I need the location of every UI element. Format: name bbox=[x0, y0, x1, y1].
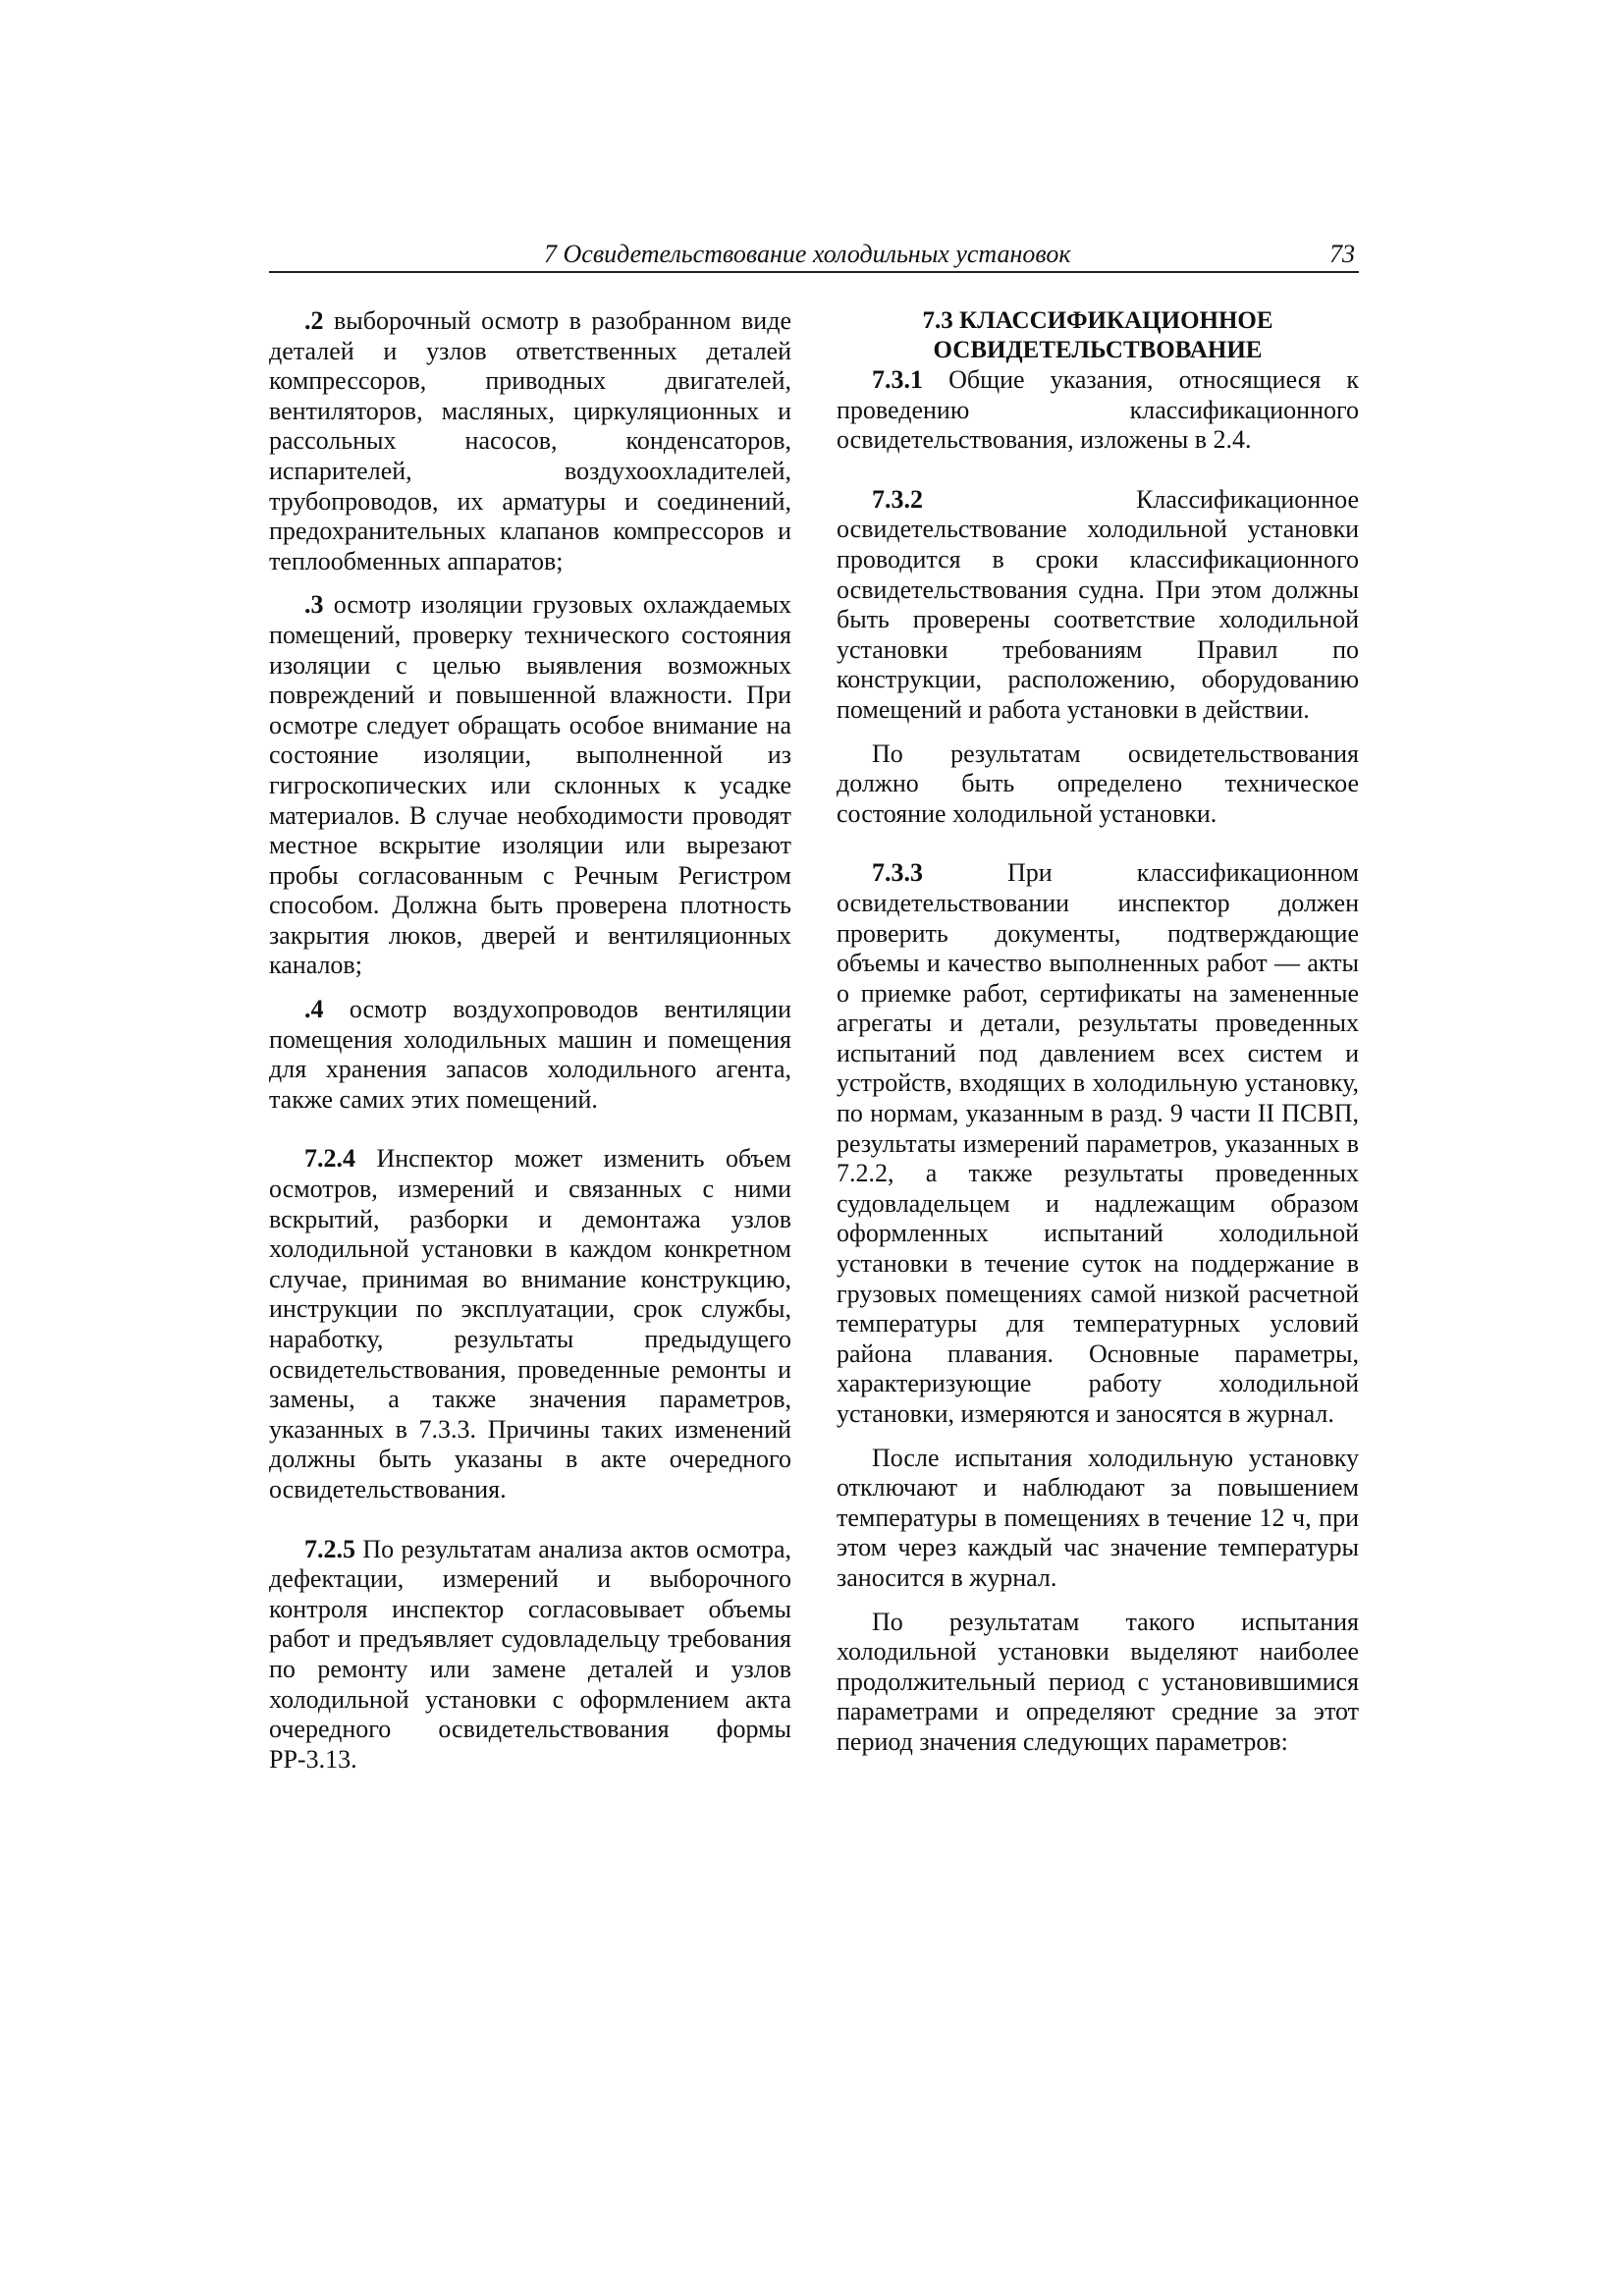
paragraph-text: По результатам анализа актов осмотра, дефектации, измерений и выборочного контроля инспектор согласовывает объемы работ и предъявляет судовладельцу требования по ремонту или замене деталей и узлов холодильной установки с оформлением акта очередного освидетельствования формы РР-3.13. bbox=[269, 1534, 791, 1774]
paragraph-text: Общие указания, относящиеся к проведению классификационного освидетельствования, изложены в 2.4. bbox=[837, 365, 1359, 455]
paragraph-item-3 bbox=[269, 590, 791, 981]
left-column bbox=[269, 306, 791, 1775]
paragraph-text: Классификационное освидетельствование холодильной установки проводится в сроки классификационного освидетельствования судна. При этом должны быть проверены соответствие холодильной установки требованиям Правил по конструкции, расположению, оборудованию помещений и работа установки в действии. bbox=[837, 484, 1359, 724]
section-number: 7.3.1 bbox=[872, 365, 923, 394]
page-number: 73 bbox=[1329, 240, 1355, 268]
section-heading-7-3 bbox=[837, 306, 1359, 365]
right-column bbox=[837, 306, 1359, 1758]
paragraph-text: выборочный осмотр в разобранном виде деталей и узлов ответственных деталей компрессоров, приводных двигателей, вентиляторов, масляных, циркуляционных и рассольных насосов, конденсаторов, испарителей, воздухоохладителей, трубопроводов, их арматуры и соединений, предохранительных клапанов компрессоров и теплообменных аппаратов; bbox=[269, 306, 791, 575]
paragraph-text: осмотр изоляции грузовых охлаждаемых помещений, проверку технического состояния изоляции с целью выявления возможных повреждений и повышенной влажности. При осмотре следует обращать особое внимание на состояние изоляции, выполненной из гигроскопических или склонных к усадке материалов. В случае необходимости проводят местное вскрытие изоляции или вырезают пробы согласованным с Речным Регистром способом. Должна быть проверена плотность закрытия люков, дверей и вентиляционных каналов; bbox=[269, 590, 791, 980]
section-7-3-3 bbox=[837, 858, 1359, 1429]
section-7-2-4 bbox=[269, 1144, 791, 1504]
paragraph-item-4 bbox=[269, 995, 791, 1115]
running-header-title: 7 Освидетельствование холодильных установок bbox=[544, 240, 1071, 268]
section-7-3-2 bbox=[837, 485, 1359, 726]
item-number: .3 bbox=[304, 590, 324, 620]
section-7-3-1 bbox=[837, 365, 1359, 456]
paragraph-item-2 bbox=[269, 306, 791, 576]
heading-line-1: 7.3 КЛАССИФИКАЦИОННОЕ bbox=[922, 307, 1273, 334]
running-header bbox=[269, 240, 1359, 273]
section-number: 7.2.5 bbox=[304, 1534, 355, 1563]
section-7-2-5 bbox=[269, 1535, 791, 1776]
section-number: 7.2.4 bbox=[304, 1144, 355, 1174]
section-number: 7.3.2 bbox=[872, 484, 923, 514]
paragraph-7-3-2-results: По результатам освидетельствования должно быть определено техническое состояние холодильной установки. bbox=[837, 738, 1359, 828]
paragraph-text: Инспектор может изменить объем осмотров, измерений и связанных с ними вскрытий, разборки и демонтажа узлов холодильной установки в каждом конкретном случае, принимая во внимание конструкцию, инструкции по эксплуатации, срок службы, наработку, результаты предыдущего освидетельствования, проведенные ремонты и замены, а также значения параметров, указанных в 7.3.3. Причины таких изменений должны быть указаны в акте очередного освидетельствования. bbox=[269, 1144, 791, 1503]
paragraph-text: осмотр воздухопроводов вентиляции помещения холодильных машин и помещения для хранения запасов холодильного агента, также самих этих помещений. bbox=[269, 995, 791, 1114]
paragraph-text: При классификационном освидетельствовании инспектор должен проверить документы, подтверждающие объемы и качество выполненных работ — акты о приемке работ, сертификаты на замененные агрегаты и детали, результаты проведенных испытаний под давлением всех систем и устройств, входящих в холодильную установку, по нормам, указанным в разд. 9 части II ПСВП, результаты измерений параметров, указанных в 7.2.2, а также результаты проведенных судовладельцем и надлежащим образом оформленных испытаний холодильной установки в течение суток на поддержание в грузовых помещениях самой низкой расчетной температуры для температурных условий района плавания. Основные параметры, характеризующие работу холодильной установки, измеряются и заносятся в журнал. bbox=[837, 858, 1359, 1428]
section-number: 7.3.3 bbox=[872, 858, 923, 888]
item-number: .2 bbox=[304, 306, 324, 335]
heading-line-2: ОСВИДЕТЕЛЬСТВОВАНИЕ bbox=[933, 337, 1263, 363]
paragraph-7-3-3-results: По результатам такого испытания холодильной установки выделяют наиболее продолжительный период с установившимися параметрами и определяют средние за этот период значения следующих параметров: bbox=[837, 1607, 1359, 1756]
paragraph-7-3-3-after-test: После испытания холодильную установку отключают и наблюдают за повышением температуры в помещениях в течение 12 ч, при этом через каждый час значение температуры заносится в журнал. bbox=[837, 1443, 1359, 1592]
item-number: .4 bbox=[304, 995, 324, 1024]
